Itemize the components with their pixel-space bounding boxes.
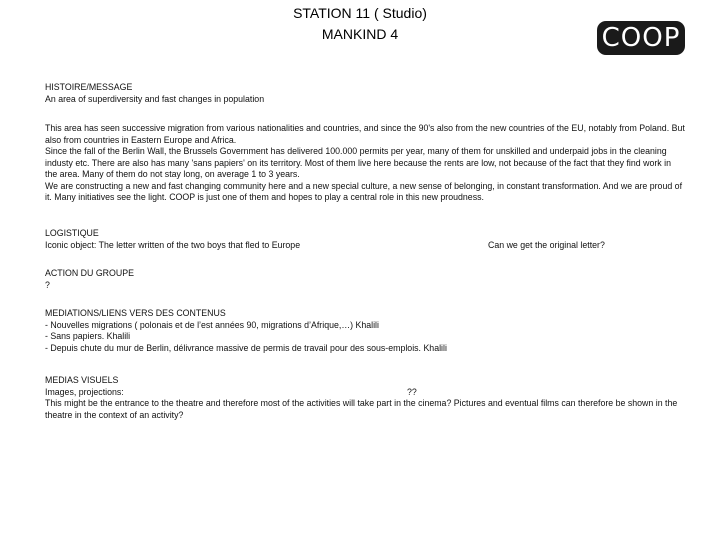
page-subtitle: MANKIND 4 bbox=[321, 26, 399, 42]
mediations-line: - Sans papiers. Khalili bbox=[45, 331, 131, 341]
logistique-question: Can we get the original letter? bbox=[488, 239, 605, 250]
page-title: STATION 11 ( Studio) bbox=[293, 5, 427, 21]
medias-section bbox=[45, 375, 685, 421]
histoire-heading: HISTOIRE/MESSAGE bbox=[45, 82, 133, 92]
logistique-section bbox=[45, 228, 685, 251]
action-section bbox=[45, 268, 685, 291]
logistique-heading: LOGISTIQUE bbox=[45, 228, 99, 238]
action-value: ? bbox=[45, 279, 50, 290]
coop-logo bbox=[597, 21, 685, 55]
medias-label: Images, projections: bbox=[45, 386, 124, 397]
histoire-section bbox=[45, 82, 685, 105]
logistique-item: Iconic object: The letter written of the two boys that fled to Europe bbox=[45, 239, 301, 250]
histoire-paragraph-2: Since the fall of the Berlin Wall, the Brussels Government has delivered 100.000 permits per year, many of them for unskilled and underpaid jobs in the cleaning industy etc. There are also has many 'sans papiers' on its territory. Most of them live here because the rents are low, not because of the fact that they find work in the area. Many of them do not stay long, on average 1 to 3 years. bbox=[45, 146, 671, 179]
medias-heading: MEDIAS VISUELS bbox=[45, 375, 119, 385]
action-heading: ACTION DU GROUPE bbox=[45, 268, 134, 278]
logo-text: COOP bbox=[601, 23, 681, 53]
histoire-paragraph-3: We are constructing a new and fast changing community here and a new special culture, a new sense of belonging, in constant transformation. And we are proud of it. Many initiatives see the light. COOP is just one of them and hopes to play a central role in this new proudness. bbox=[45, 180, 683, 202]
mediations-line: - Depuis chute du mur de Berlin, délivrance massive de permis de travail pour des sous-emplois. Khalili bbox=[45, 342, 447, 353]
histoire-paragraph-1: This area has seen successive migration from various nationalities and countries, and since the 90's also from the new countries of the EU, notably from Poland. But also from countries in Eastern Europe and Africa. bbox=[45, 123, 685, 145]
histoire-subheading: An area of superdiversity and fast changes in population bbox=[45, 93, 265, 104]
mediations-heading: MEDIATIONS/LIENS VERS DES CONTENUS bbox=[45, 308, 226, 318]
histoire-body bbox=[45, 123, 685, 204]
medias-text: This might be the entrance to the theatre and therefore most of the activities will take part in the cinema? Pictures and eventual films can therefore be shown in the theatre in the context of an activity? bbox=[45, 398, 678, 420]
mediations-line: - Nouvelles migrations ( polonais et de l’est années 90, migrations d’Afrique,…) Khalili bbox=[45, 319, 379, 330]
medias-value: ?? bbox=[407, 386, 417, 397]
mediations-section bbox=[45, 308, 685, 354]
